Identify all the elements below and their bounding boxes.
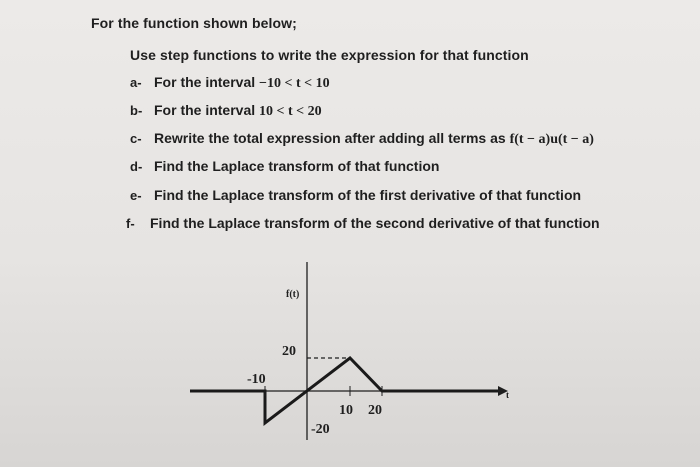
item-c-letter: c- (130, 131, 142, 146)
x-axis-label: t (506, 390, 509, 400)
heading: For the function shown below; (91, 15, 297, 31)
item-e-letter: e- (130, 188, 142, 203)
x-label-neg10: -10 (247, 372, 266, 387)
item-a-math: −10 < t < 10 (259, 76, 330, 91)
item-a-letter: a- (130, 75, 142, 90)
item-d-text: Find the Laplace transform of that function (154, 158, 440, 174)
item-d-letter: d- (130, 159, 143, 174)
y-label-neg20: -20 (311, 422, 330, 437)
item-e-text: Find the Laplace transform of the first derivative of that function (154, 187, 582, 203)
item-c-text: Rewrite the total expression after adding all terms as f(t − a)u(t − a) (154, 130, 594, 147)
y-axis-label: f(t) (286, 289, 300, 300)
item-a-text: For the interval −10 < t < 10 (154, 74, 330, 91)
instruction: Use step functions to write the expression for that function (130, 47, 529, 63)
item-f-text: Find the Laplace transform of the second derivative of that function (150, 215, 600, 231)
item-b-letter: b- (130, 103, 143, 118)
y-label-20: 20 (282, 344, 296, 359)
item-b-text: For the interval 10 < t < 20 (154, 102, 322, 119)
item-c-math: f(t − a)u(t − a) (509, 132, 594, 147)
x-label-20: 20 (368, 403, 382, 418)
x-label-10: 10 (339, 403, 353, 418)
item-b-math: 10 < t < 20 (259, 104, 322, 119)
item-f-letter: f- (126, 216, 135, 231)
